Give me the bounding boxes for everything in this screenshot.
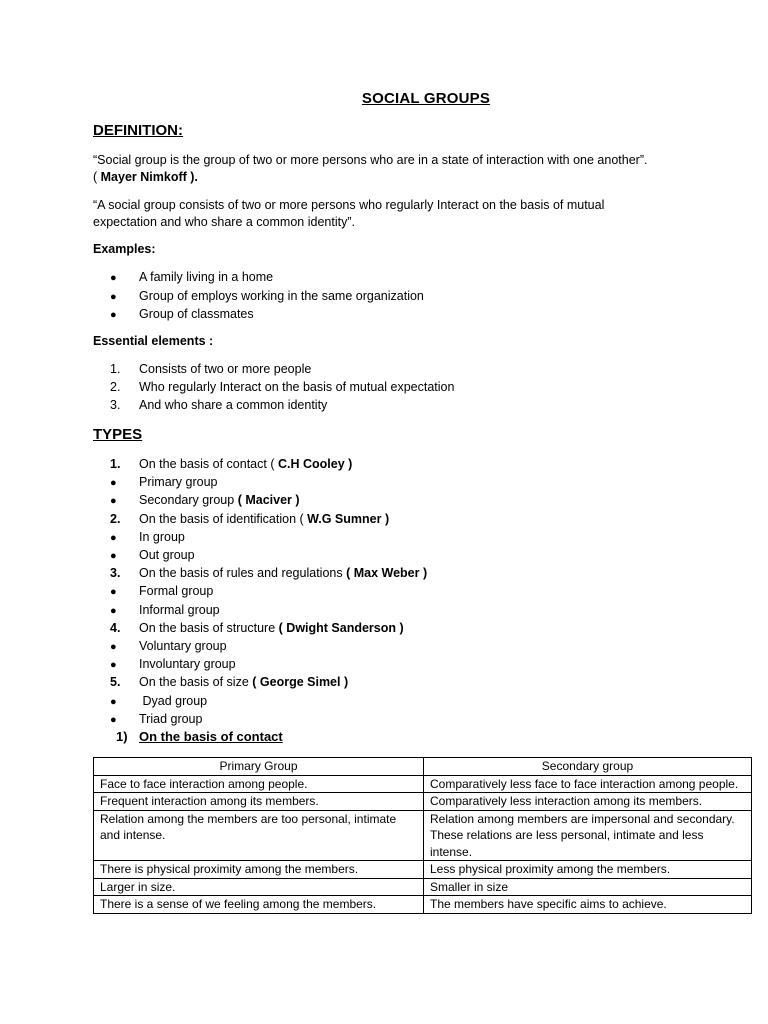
bullet-icon: ● xyxy=(110,495,117,508)
table-row xyxy=(94,896,752,914)
essential-elements-label: Essential elements : xyxy=(93,334,214,348)
types-heading: TYPES xyxy=(93,426,143,443)
column-header-secondary: Secondary group xyxy=(424,758,752,776)
types-item-text: Informal group xyxy=(139,602,220,617)
secondary-group-cell: The members have specific aims to achieve. xyxy=(424,896,752,914)
types-item-text: On the basis of rules and regulations xyxy=(139,566,347,581)
types-item xyxy=(110,655,236,673)
types-item-text: Dyad group xyxy=(139,693,208,708)
types-item-author: ( Maciver ) xyxy=(237,493,300,508)
secondary-group-cell: Comparatively less interaction among its members. xyxy=(424,793,752,811)
types-item-text: Formal group xyxy=(139,584,214,599)
primary-group-cell: Frequent interaction among its members. xyxy=(94,793,424,811)
types-item xyxy=(110,546,195,564)
example-item: ● Group of employs working in the same organization xyxy=(110,287,424,305)
types-item-text: On the basis of identification ( xyxy=(139,511,308,526)
bullet-icon: ● xyxy=(110,272,117,284)
types-item xyxy=(110,692,207,710)
table-row xyxy=(94,775,752,793)
types-item-text: Involuntary group xyxy=(139,657,236,672)
table-row xyxy=(94,878,752,896)
title-text: SOCIAL GROUPS xyxy=(361,90,491,107)
types-item xyxy=(110,601,220,619)
types-item-author: ( Max Weber ) xyxy=(346,566,428,581)
quote-1-text: “Social group is the group of two or more persons who are in a state of interaction with one another”. ( xyxy=(93,153,648,184)
bullet-icon: ● xyxy=(110,550,117,562)
list-number: 3. xyxy=(110,398,121,412)
quote-1-author: Mayer Nimkoff ). xyxy=(100,170,198,184)
section-number: 1) xyxy=(116,729,128,744)
example-item: ● A family living in a home xyxy=(110,268,273,286)
list-number: 1. xyxy=(110,457,121,471)
types-item xyxy=(110,473,218,491)
types-item xyxy=(110,491,300,509)
types-item xyxy=(110,582,213,600)
list-number: 1. xyxy=(110,362,121,376)
list-number: 2. xyxy=(110,380,121,394)
essential-item: 2. Who regularly Interact on the basis of mutual expectation xyxy=(110,380,455,394)
bullet-icon: ● xyxy=(110,713,117,726)
example-item: ● Group of classmates xyxy=(110,305,254,323)
types-item-author: W.G Sumner ) xyxy=(307,511,390,526)
bullet-icon: ● xyxy=(110,659,117,672)
table-row xyxy=(94,861,752,879)
types-item xyxy=(110,637,227,655)
primary-group-cell: Larger in size. xyxy=(94,878,424,896)
types-item-text: Triad group xyxy=(139,711,203,726)
bullet-icon: ● xyxy=(110,291,117,303)
list-number: 2. xyxy=(110,511,121,526)
types-item-text: Secondary group xyxy=(139,493,238,508)
essential-item: 3. And who share a common identity xyxy=(110,398,328,412)
essential-item: 1. Consists of two or more people xyxy=(110,362,312,376)
primary-group-cell: Relation among the members are too personal, intimate and intense. xyxy=(94,810,424,861)
types-item-text: On the basis of structure xyxy=(139,620,279,635)
types-item xyxy=(110,455,352,473)
types-item xyxy=(110,710,202,728)
list-number: 3. xyxy=(110,566,121,581)
secondary-group-cell: Comparatively less face to face interaction among people. xyxy=(424,775,752,793)
secondary-group-cell: Less physical proximity among the members. xyxy=(424,861,752,879)
types-item xyxy=(110,673,348,691)
table-row xyxy=(94,793,752,811)
secondary-group-cell: Relation among members are impersonal and secondary. These relations are less personal, intimate and less intense. xyxy=(424,810,752,861)
types-item-author: ( Dwight Sanderson ) xyxy=(278,620,404,635)
definition-quote-1 xyxy=(93,152,653,186)
types-item xyxy=(110,510,389,528)
bullet-icon: ● xyxy=(110,695,117,708)
column-header-primary: Primary Group xyxy=(94,758,424,776)
types-item-author: C.H Cooley ) xyxy=(277,457,353,471)
types-item-text: Primary group xyxy=(139,475,218,490)
bullet-icon: ● xyxy=(110,586,117,599)
types-item-author: ( George Simel ) xyxy=(252,675,349,690)
table-row xyxy=(94,810,752,861)
list-number: 5. xyxy=(110,675,121,690)
primary-group-cell: Face to face interaction among people. xyxy=(94,775,424,793)
examples-label: Examples: xyxy=(93,242,156,256)
definition-quote-2: “A social group consists of two or more persons who regularly Interact on the basis of mutual expectation and who share a common identity”. xyxy=(93,198,605,229)
bullet-icon: ● xyxy=(110,604,117,617)
secondary-group-cell: Smaller in size xyxy=(424,878,752,896)
bullet-icon: ● xyxy=(110,641,117,653)
bullet-icon: ● xyxy=(110,477,117,490)
table-body xyxy=(94,775,752,913)
document-title xyxy=(0,90,768,107)
types-item-text: Voluntary group xyxy=(139,639,227,653)
types-item-text: On the basis of contact ( xyxy=(139,457,278,471)
bullet-icon: ● xyxy=(110,531,117,544)
types-item-text: On the basis of size xyxy=(139,675,253,690)
table-header-row xyxy=(94,758,752,776)
types-item-text: Out group xyxy=(139,548,195,562)
contact-section-heading xyxy=(116,729,283,744)
comparison-table xyxy=(93,757,752,914)
types-item xyxy=(110,528,185,546)
section-title: On the basis of contact xyxy=(139,729,283,744)
types-item-text: In group xyxy=(139,529,185,544)
list-number: 4. xyxy=(110,620,121,635)
definition-heading: DEFINITION: xyxy=(93,122,183,139)
bullet-icon: ● xyxy=(110,309,117,321)
primary-group-cell: There is a sense of we feeling among the members. xyxy=(94,896,424,914)
types-item xyxy=(110,619,404,637)
types-item xyxy=(110,564,427,582)
primary-group-cell: There is physical proximity among the members. xyxy=(94,861,424,879)
